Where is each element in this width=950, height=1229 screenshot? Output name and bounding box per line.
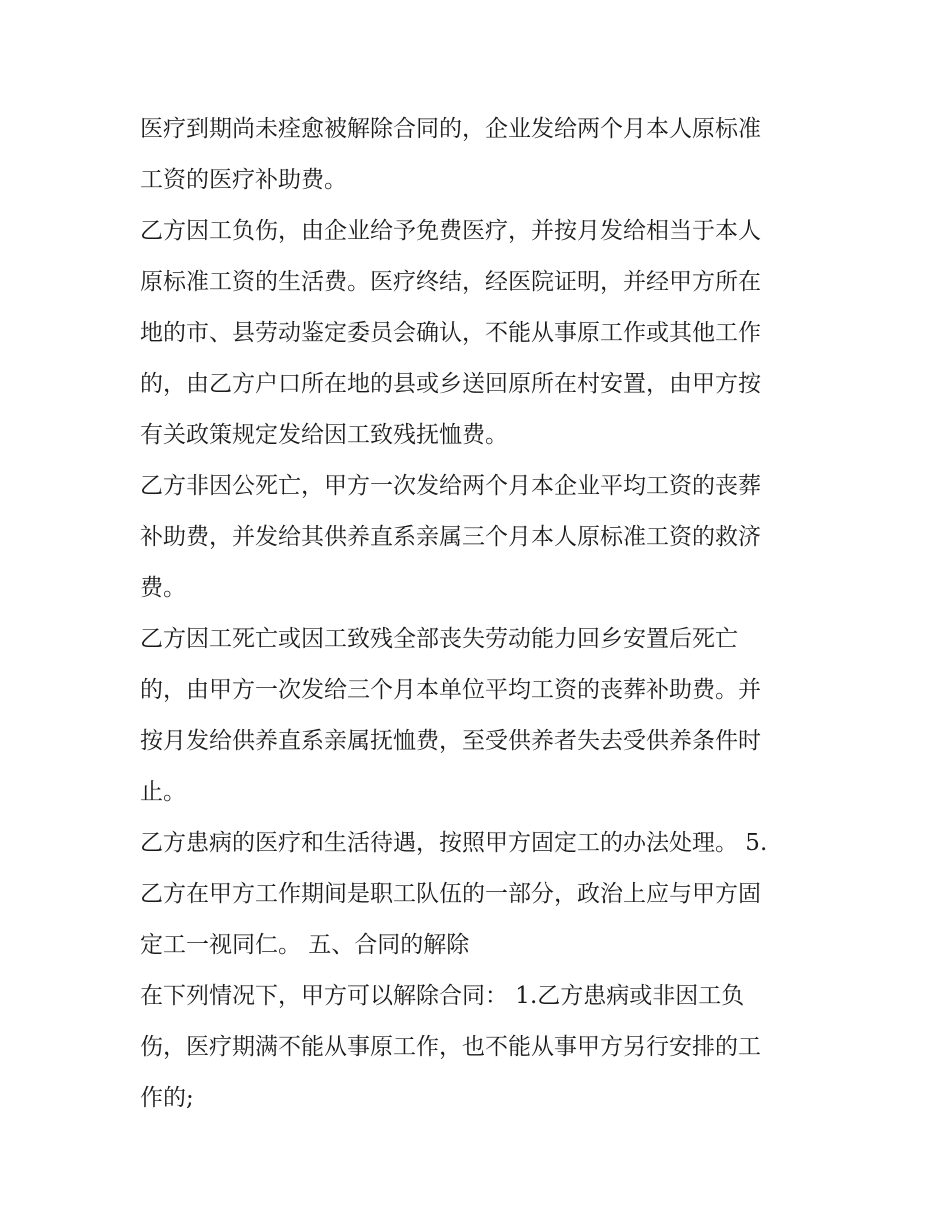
text-line: 工资的医疗补助费。 [140, 167, 347, 193]
text-line: 伤，医疗期满不能从事原工作，也不能从事甲方另行安排的工 [140, 1034, 761, 1060]
text-line: 有关政策规定发给因工致残抚恤费。 [140, 422, 508, 448]
text-line: 的，由甲方一次发给三个月本单位平均工资的丧葬补助费。并 [140, 677, 761, 703]
text-line: 乙方患病的医疗和生活待遇，按照甲方固定工的办法处理。 5. [140, 830, 768, 856]
text-line: 医疗到期尚未痊愈被解除合同的，企业发给两个月本人原标准 [140, 116, 761, 142]
text-line: 定工一视同仁。 五、合同的解除 [140, 932, 470, 958]
text-line: 乙方因工负伤，由企业给予免费医疗，并按月发给相当于本人 [140, 218, 761, 244]
text-line: 费。 [140, 575, 186, 601]
text-line: 的，由乙方户口所在地的县或乡送回原所在村安置，由甲方按 [140, 371, 761, 397]
text-line: 补助费，并发给其供养直系亲属三个月本人原标准工资的救济 [140, 524, 761, 550]
text-line: 按月发给供养直系亲属抚恤费，至受供养者失去受供养条件时 [140, 728, 761, 754]
text-line: 原标准工资的生活费。医疗终结，经医院证明，并经甲方所在 [140, 269, 761, 295]
text-line: 在下列情况下，甲方可以解除合同： 1.乙方患病或非因工负 [140, 983, 745, 1009]
text-line: 乙方非因公死亡，甲方一次发给两个月本企业平均工资的丧葬 [140, 473, 761, 499]
text-line: 止。 [140, 779, 186, 805]
text-line: 作的; [140, 1085, 194, 1111]
document-body [140, 104, 820, 1124]
text-line: 乙方因工死亡或因工致残全部丧失劳动能力回乡安置后死亡 [140, 626, 738, 652]
text-line: 乙方在甲方工作期间是职工队伍的一部分，政治上应与甲方固 [140, 881, 761, 907]
text-line: 地的市、县劳动鉴定委员会确认，不能从事原工作或其他工作 [140, 320, 761, 346]
